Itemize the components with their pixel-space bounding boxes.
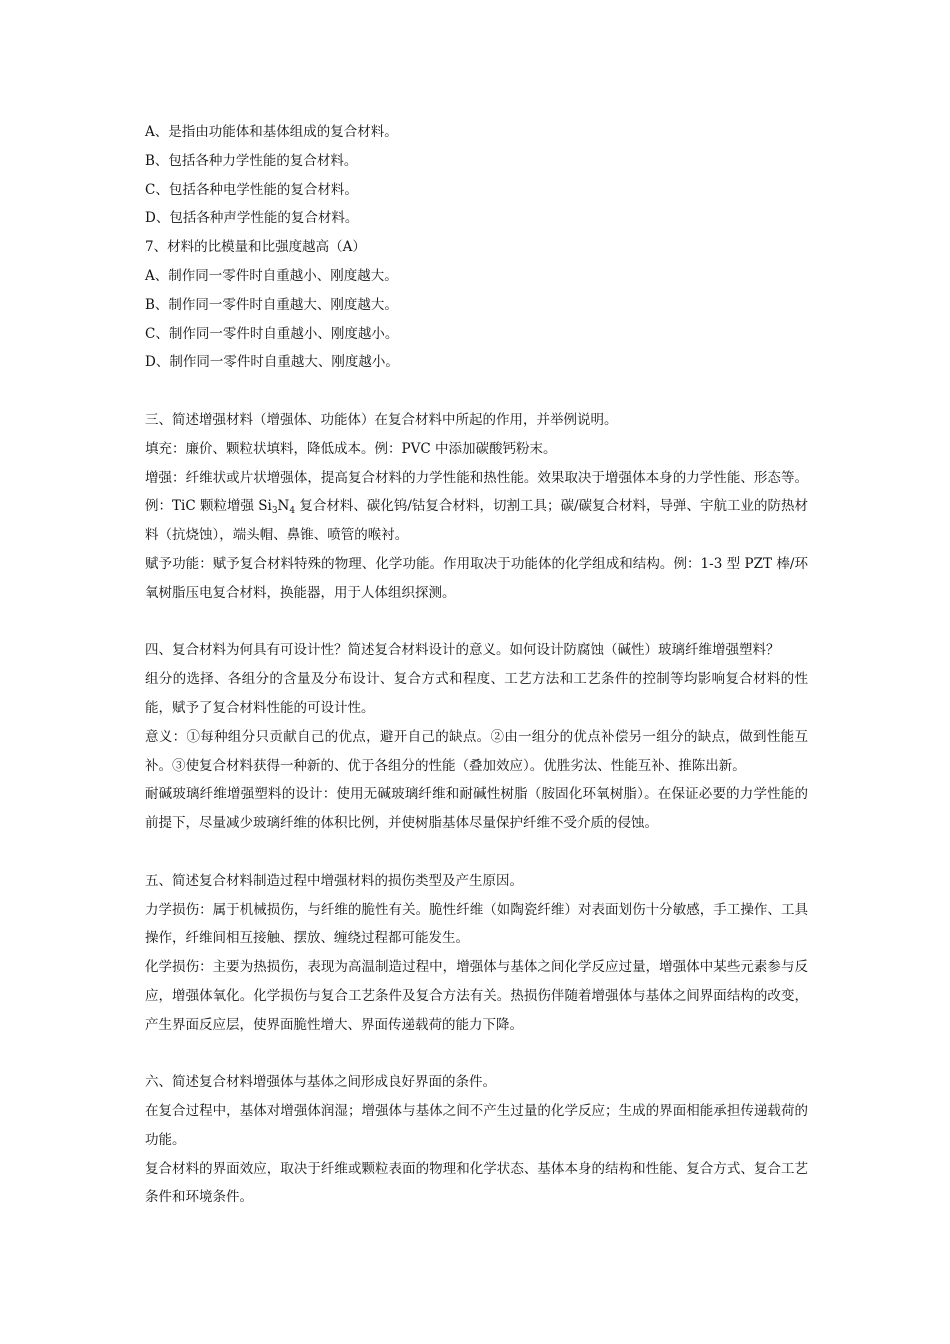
q7-option-c: C、制作同一零件时自重越小、刚度越小。 (145, 325, 399, 342)
s3-heading: 三、简述增强材料（增强体、功能体）在复合材料中所起的作用，并举例说明。 (145, 411, 618, 428)
s6-heading: 六、简述复合材料增强体与基体之间形成良好界面的条件。 (145, 1074, 496, 1091)
s4-p2: 意义：①每种组分只贡献自己的优点，避开自己的缺点。②由一组分的优点补偿另一组分的缺点，做到性能互补。③使复合材料获得一种新的、优于各组分的性能（叠加效应）。优胜劣汰、性能互补、推陈出新。 (145, 728, 808, 774)
s3-n-letter: N (277, 498, 290, 515)
section-gap (145, 838, 808, 867)
q7-option-d: D、制作同一零件时自重越大、刚度越小。 (145, 354, 399, 371)
s4-p3: 耐碱玻璃纤维增强塑料的设计：使用无碱玻璃纤维和耐碱性树脂（胺固化环氧树脂）。在保证必要的力学性能的前提下，尽量减少玻璃纤维的体积比例，并使树脂基体尽量保护纤维不受介质的侵蚀。 (145, 786, 808, 832)
q7-option-b: B、制作同一零件时自重越大、刚度越大。 (145, 296, 398, 313)
s4-heading: 四、复合材料为何具有可设计性？简述复合材料设计的意义。如何设计防腐蚀（碱性）玻璃纤维增强塑料？ (145, 642, 780, 659)
q6-option-d: D、包括各种声学性能的复合材料。 (145, 210, 359, 227)
q7-option-a: A、制作同一零件时自重越小、刚度越大。 (145, 267, 398, 284)
s5-p1: 力学损伤：属于机械损伤，与纤维的脆性有关。脆性纤维（如陶瓷纤维）对表面划伤十分敏感，手工操作、工具操作，纤维间相互接触、摆放、缠绕过程都可能发生。 (145, 901, 808, 947)
section-gap (145, 377, 808, 406)
s6-p1: 在复合过程中，基体对增强体润湿；增强体与基体之间不产生过量的化学反应；生成的界面相能承担传递载荷的功能。 (145, 1103, 808, 1148)
q6-option-b: B、包括各种力学性能的复合材料。 (145, 152, 358, 169)
section-gap (145, 608, 808, 637)
s3-reinforce-text-b: 复合材料、碳化钨/钴复合材料，切割工具；碳/碳复合材料，导弹、宇航工业的防热材料（抗烧蚀），端头帽、鼻锥、喷管的喉衬。 (145, 498, 808, 544)
s3-reinforce (145, 464, 808, 550)
q7-question: 7、材料的比模量和比强度越高（A） (145, 239, 366, 256)
s4-p1: 组分的选择、各组分的含量及分布设计、复合方式和程度、工艺方法和工艺条件的控制等均影响复合材料的性能，赋予了复合材料性能的可设计性。 (145, 671, 808, 716)
s3-reinforce-text-a: 增强：纤维状或片状增强体，提高复合材料的力学性能和热性能。效果取决于增强体本身的力学性能、形态等。例：TiC 颗粒增强 Si (145, 469, 808, 515)
s5-heading: 五、简述复合材料制造过程中增强材料的损伤类型及产生原因。 (145, 872, 523, 889)
section-gap (145, 1040, 808, 1069)
s3-fill: 填充：廉价、颗粒状填料，降低成本。例：PVC 中添加碳酸钙粉末。 (145, 440, 557, 457)
s6-p2: 复合材料的界面效应，取决于纤维或颗粒表面的物理和化学状态、基体本身的结构和性能、复合方式、复合工艺条件和环境条件。 (145, 1160, 808, 1206)
s3-function: 赋予功能：赋予复合材料特殊的物理、化学功能。作用取决于功能体的化学组成和结构。例：1-3 型 PZT 棒/环氧树脂压电复合材料，换能器，用于人体组织探测。 (145, 555, 808, 601)
s3-subscript-3: 3 (271, 506, 278, 517)
q6-option-c: C、包括各种电学性能的复合材料。 (145, 181, 358, 198)
s5-p2: 化学损伤：主要为热损伤，表现为高温制造过程中，增强体与基体之间化学反应过量，增强体中某些元素参与反应，增强体氧化。化学损伤与复合工艺条件及复合方法有关。热损伤伴随着增强体与基体之间界面结构的改变，产生界面反应层，使界面脆性增大、界面传递载荷的能力下降。 (145, 959, 808, 1033)
s3-subscript-4: 4 (289, 506, 296, 517)
q6-option-a: A、是指由功能体和基体组成的复合材料。 (145, 124, 398, 140)
